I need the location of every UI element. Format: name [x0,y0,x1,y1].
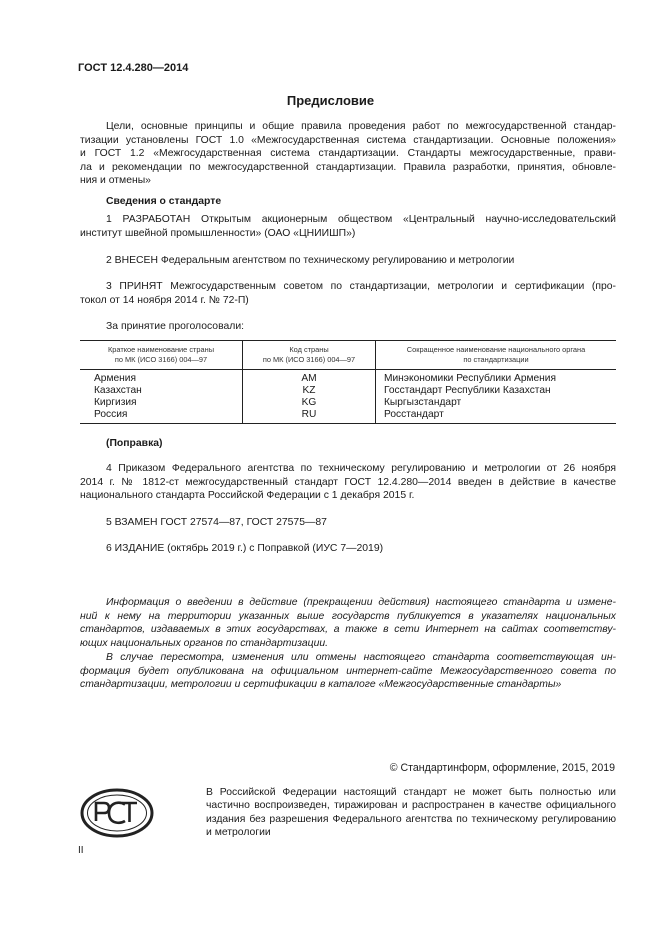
agency-cell: Росстандарт [376,409,617,424]
agency-cell: Минэкономики Республики Армения [384,373,556,384]
item-4-line: 2014 г. № 1812-ст межгосударственный стандарт ГОСТ 12.4.280—2014 введен в действие в качестве [80,476,616,488]
rst-logo-icon [80,788,154,838]
table-row [80,370,616,386]
country-name-cell: Россия [80,409,243,424]
country-name-cell: Киргизия [94,397,137,408]
item-4-line: 4 Приказом Федерального агентства по техническому регулированию и метрологии от 26 ноября [106,463,616,474]
italic-line: формация будет опубликована на официальном интернет-сайте Межгосударственного совета по [80,665,616,677]
item-1-line: 1 РАЗРАБОТАН Открытым акционерным обществом «Центральный научно-исследовательский [106,214,616,225]
item-6: 6 ИЗДАНИЕ (октябрь 2019 г.) с Поправкой (ИУС 7—2019) [106,543,384,554]
table-row [80,409,616,424]
intro-line: тизации установлены ГОСТ 1.0 «Межгосударственная система стандартизации. Основные положения» [80,134,616,146]
italic-line: стандартизации, метрологии и сертификации в каталоге «Межгосударственные стандарты» [80,679,562,691]
agency-cell: Госстандарт Республики Казахстан [384,385,551,396]
country-code-cell: KZ [243,385,376,397]
italic-line: ющих национальных органов по стандартизации. [80,637,329,649]
revision-info-italic [80,651,616,692]
item-1-line: институт швейной промышленности» (ОАО «ЦНИИШП») [80,227,356,239]
column-header-code: Код страны по МК (ИСО 3166) 004—97 [243,341,376,370]
column-header-country: Краткое наименование страны по МК (ИСО 3166) 004—97 [80,341,243,370]
info-heading: Сведения о стандарте [106,196,222,207]
column-header-agency: Сокращенное наименование национального органа по стандартизации [376,341,617,370]
item-4 [80,462,616,503]
copyright-notice: © Стандартинформ, оформление, 2015, 2019 [389,762,615,774]
country-name-cell: Армения [94,373,136,384]
country-code-cell: AM [243,370,376,386]
intro-paragraph [80,120,616,188]
voting-countries-table [80,340,616,424]
page-number: II [78,845,84,856]
page-title: Предисловие [286,93,375,108]
document-id-header: ГОСТ 12.4.280—2014 [78,62,189,74]
notice-line: частично воспроизведен, тиражирован и распространен в качестве официального [206,800,616,812]
item-2: 2 ВНЕСЕН Федеральным агентством по техническому регулированию и метрологии [106,255,515,266]
country-name-cell: Казахстан [94,385,142,396]
intro-line: Цели, основные принципы и общие правила проведения работ по межгосударственной стандар- [106,121,616,132]
reproduction-notice [206,786,616,840]
amendment-label: (Поправка) [106,438,163,449]
italic-line: стандартов, издаваемых в этих государствах, а также в сети Интернет на сайтах соответству- [80,624,616,636]
item-1 [80,213,616,240]
voted-label: За принятие проголосовали: [106,321,245,332]
italic-line: Информация о введении в действие (прекращении действия) настоящего стандарта и измене- [106,597,616,608]
table-row [80,397,616,409]
notice-line: В Российской Федерации настоящий стандарт не может быть полностью или [206,787,616,798]
country-code-cell: KG [243,397,376,409]
item-4-line: национального стандарта Российской Федерации с 1 декабря 2015 г. [80,490,415,502]
agency-cell: Кыргызстандарт [384,397,462,408]
italic-line: В случае пересмотра, изменения или отмены настоящего стандарта соответствующая ин- [106,652,616,663]
country-code-cell: RU [243,409,376,424]
intro-line: ния и отмены» [80,175,151,187]
item-3 [80,280,616,307]
intro-line: ла и рекомендации по межгосударственной стандартизации. Правила разработки, принятия, обновле- [80,161,616,173]
intro-line: и ГОСТ 1.2 «Межгосударственная система стандартизации. Стандарты межгосударственные, прави- [80,148,616,160]
notice-line: издания без разрешения Федерального агентства по техническому регулированию [206,813,616,825]
table-row [80,385,616,397]
item-3-line: 3 ПРИНЯТ Межгосударственным советом по стандартизации, метрологии и сертификации (про- [106,281,616,292]
item-5: 5 ВЗАМЕН ГОСТ 27574—87, ГОСТ 27575—87 [106,517,327,528]
notice-line: и метрологии [206,827,271,839]
italic-line: ний к нему на территории указанных выше государств публикуется в указателях национальных [80,610,616,622]
publication-info-italic [80,596,616,650]
item-3-line: токол от 14 ноября 2014 г. № 72-П) [80,294,249,306]
table-header-row [80,341,616,370]
